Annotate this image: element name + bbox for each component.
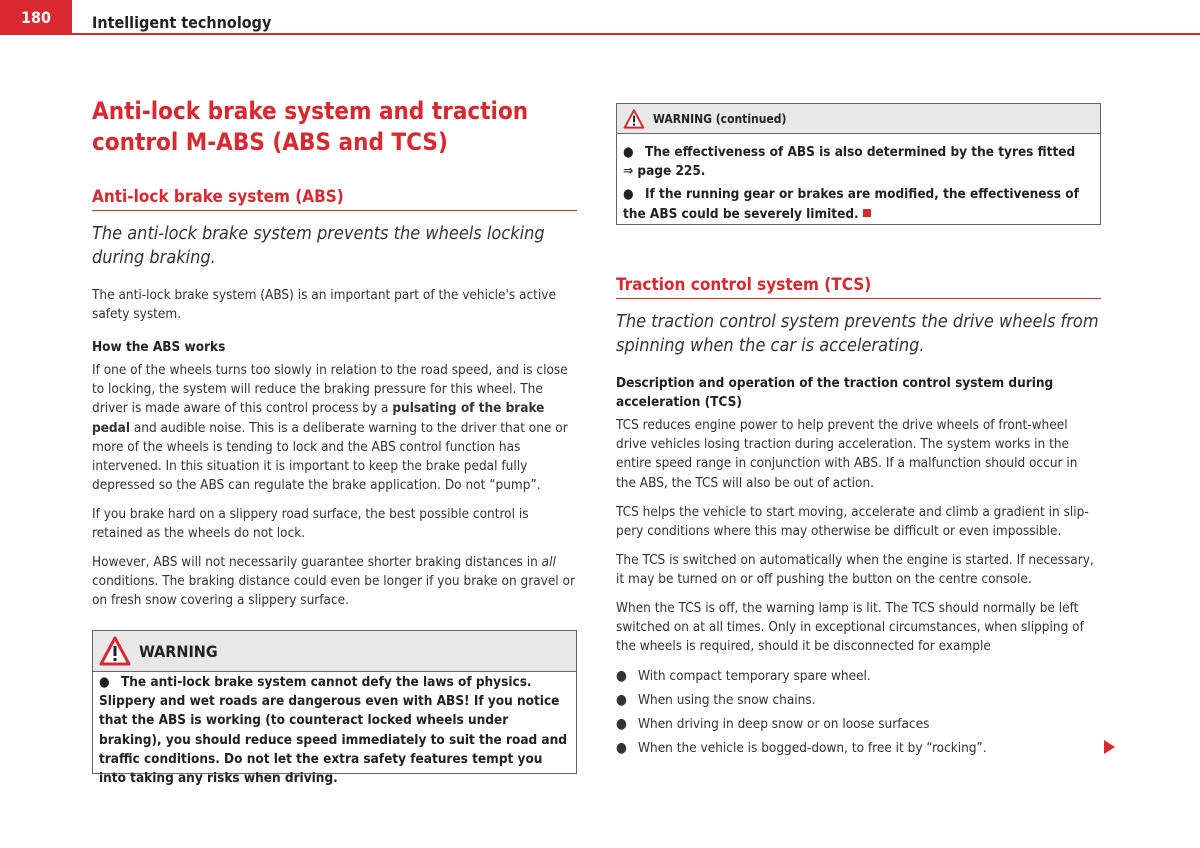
however-2: conditions. The braking distance could even be longer if you brake on gravel or on fresh snow covering a slippery surface. <box>92 573 575 609</box>
next-page-arrow-icon[interactable] <box>1104 740 1115 754</box>
warning-box <box>92 630 577 787</box>
however-text <box>92 553 577 611</box>
warning-title: WARNING <box>139 641 218 661</box>
however-1: However, ABS will not necessarily guarantee shorter braking distances in <box>92 554 538 570</box>
bullet-icon: ● <box>616 692 627 708</box>
page-number: 180 <box>0 0 72 35</box>
end-marker-icon <box>863 209 871 217</box>
warning-continued-title: WARNING (continued) <box>653 111 787 126</box>
tcs-paragraph-3: The TCS is switched on automatically when the engine is started. If necessary, it may be turned on or off pushing the button on the centre console. <box>616 552 1094 588</box>
page-reference[interactable]: ⇒ page 225. <box>623 163 706 180</box>
how-text <box>92 361 577 495</box>
bullet-icon: ● <box>99 674 110 690</box>
bullet-icon: ● <box>616 740 627 756</box>
warning-triangle-icon <box>623 109 645 129</box>
tcs-paragraph-4: When the TCS is off, the warning lamp is lit. The TCS should normally be left switched on at all times. Only in exceptional circumstances, when slipping of the wheels is required, should it be disconnected for example <box>616 600 1084 655</box>
warning-triangle-icon <box>99 636 131 666</box>
warning-continued-header <box>617 104 1100 134</box>
tcs-paragraph-2: TCS helps the vehicle to start moving, accelerate and climb a gradient in slippery conditions where this may otherwise be difficult or even impossible. <box>616 504 1089 540</box>
section-title: Intelligent technology <box>92 13 272 32</box>
warning-item-1-text: The effectiveness of ABS is also determined by the tyres fitted <box>645 144 1076 160</box>
desc-heading: Description and operation of the traction control system during acceleration (TCS) <box>616 375 1054 411</box>
list-item: ● With compact temporary spare wheel. <box>616 668 871 684</box>
bullet-icon: ● <box>616 668 627 684</box>
how-text-bold: pulsating of the brake pedal <box>92 400 545 436</box>
warning-continued-body <box>617 134 1100 224</box>
warning-item-1 <box>623 143 1094 181</box>
warning-continued-box <box>616 103 1101 225</box>
abs-intro: The anti-lock brake system (ABS) is an important part of the vehicle's active safety system. <box>92 287 556 323</box>
tcs-lead: The traction control system prevents the drive wheels from spinning when the car is accelerating. <box>616 311 1099 356</box>
warning-text: The anti-lock brake system cannot defy the laws of physics. Slippery and wet roads are dangerous even with ABS! If you notice that the ABS is working (to counteract locked wheels under braking), you should reduce speed immediately to suit the road and traffic conditions. Do not let the extra safety features tempt you into taking any risks when driving. <box>99 674 567 787</box>
warning-item-2-text: If the running gear or brakes are modified, the effectiveness of the ABS could be severely limited. <box>623 186 1079 222</box>
list-item: ● When driving in deep snow or on loose surfaces <box>616 716 930 732</box>
tcs-heading: Traction control system (TCS) <box>616 275 1101 299</box>
bullet-icon: ● <box>623 186 634 203</box>
abs-lead: The anti-lock brake system prevents the wheels locking during braking. <box>92 223 545 268</box>
tcs-paragraph-1: TCS reduces engine power to help prevent the drive wheels of front-wheel drive vehicles losing traction during acceleration. The system works in the entire speed range in conjunction with ABS. If a malfunction should occur in the ABS, the TCS will also be out of action. <box>616 417 1078 491</box>
abs-heading: Anti-lock brake system (ABS) <box>92 187 577 211</box>
list-item: ● When using the snow chains. <box>616 692 816 708</box>
bullet-icon: ● <box>623 144 634 160</box>
warning-header <box>93 631 576 672</box>
warning-item-2 <box>623 185 1094 223</box>
bullet-icon: ● <box>616 716 627 732</box>
however-italic: all <box>541 554 556 570</box>
list-item: ● When the vehicle is bogged-down, to free it by “rocking”. <box>616 740 987 756</box>
page-title: Anti-lock brake system and traction control M-ABS (ABS and TCS) <box>92 97 529 156</box>
how-text-1: If one of the wheels turns too slowly in relation to the road speed, and is close to locking, the system will reduce the braking pressure for this wheel. The driver is made aware of this control process by a <box>92 362 568 417</box>
how-text-2: and audible noise. This is a deliberate warning to the driver that one or more of the wheels is tending to lock and the ABS control function has intervened. In this situation it is important to keep the brake pedal fully depressed so the ABS can regulate the brake application. Do not “pump”. <box>92 419 568 494</box>
tcs-list <box>616 664 1101 760</box>
warning-body <box>93 672 576 788</box>
slippery-text: If you brake hard on a slippery road surface, the best possible control is retained as the wheels do not lock. <box>92 506 529 542</box>
how-heading: How the ABS works <box>92 339 226 355</box>
header-rule <box>0 33 1200 35</box>
